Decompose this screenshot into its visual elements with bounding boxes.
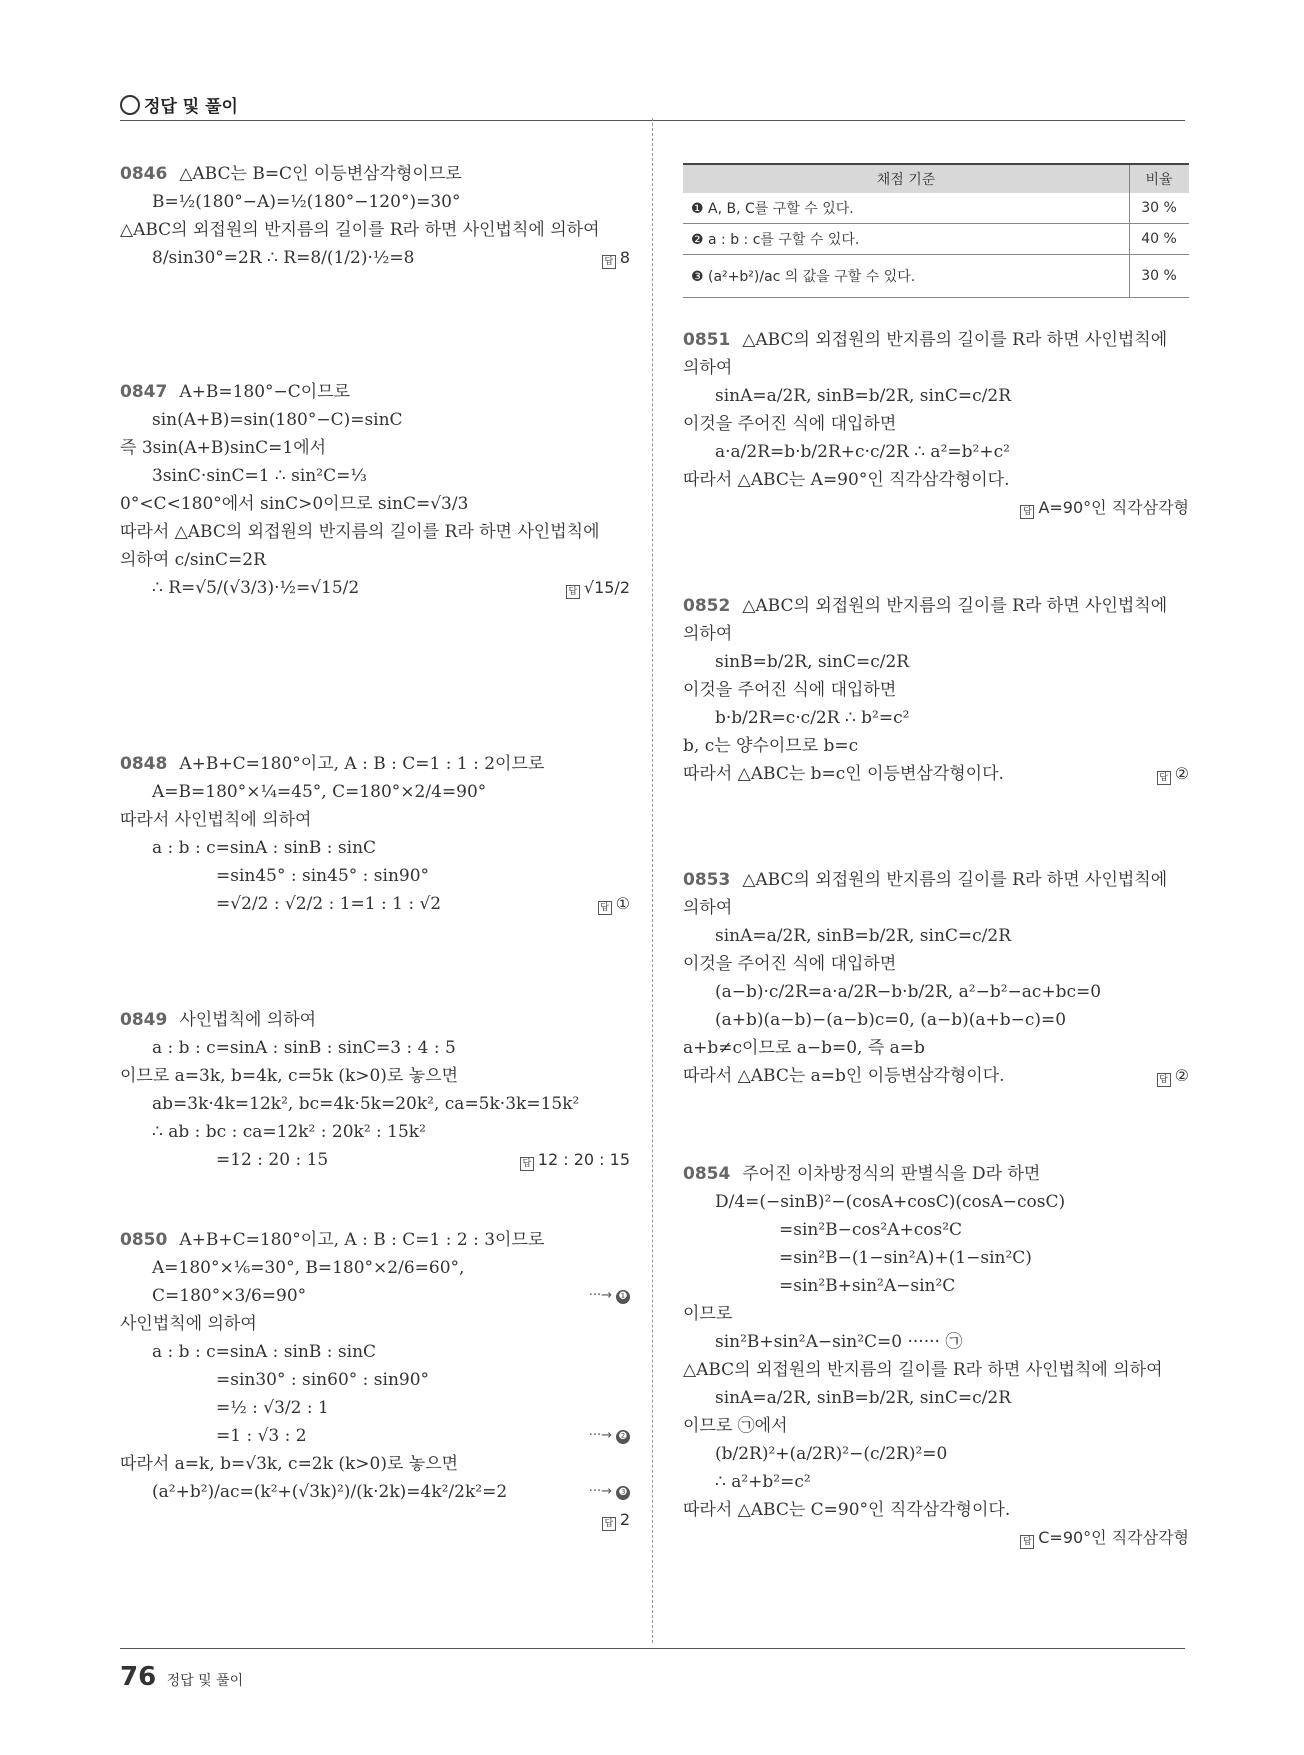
answer-0848: 답 ① <box>598 890 630 918</box>
answer-icon: 답 <box>520 1157 534 1171</box>
answer-0852: 답 ② <box>1157 760 1189 788</box>
answer-0847: 답 √15/2 <box>566 574 630 602</box>
answer-icon: 답 <box>1157 771 1171 785</box>
answer-0850: 답 2 <box>602 1506 630 1534</box>
problem-0851: 0851 △ABC의 외접원의 반지름의 길이를 R라 하면 사인법칙에 의하여 sinA=a/2R, sinB=b/2R, sinC=c/2R 이것을 주어진 식에 대입하면 a·a/2R=b·b/2R+c·c/2R ∴ a²=b²+c² 따라서 △ABC는 A=90°인 직각삼각형이다. 답 A=90°인 직각삼각형 <box>683 326 1189 522</box>
grading-header-criteria: 채점 기준 <box>683 164 1130 193</box>
smile-icon <box>120 95 140 115</box>
grading-table <box>683 163 1189 298</box>
problem-0852: 0852 △ABC의 외접원의 반지름의 길이를 R라 하면 사인법칙에 의하여 sinB=b/2R, sinC=c/2R 이것을 주어진 식에 대입하면 b·b/2R=c·c/2R ∴ b²=c² b, c는 양수이므로 b=c 따라서 △ABC는 b=c인 이등변삼각형이다. 답 ② <box>683 592 1189 788</box>
problem-0850: 0850 A+B+C=180°이고, A : B : C=1 : 2 : 3이므로 A=180°×⅙=30°, B=180°×2/6=60°, C=180°×3/6=90° ···→ ❶ 사인법칙에 의하여 a : b : c=sinA : sinB : sinC =sin30° : sin60° : sin90° =½ : √3/2 : 1 =1 : √3 : 2 ···→ ❷ 따라서 a=k, b=√3k, c=2k (k>0)로 놓으면 (a²+b²)/ac=(k²+(√3k)²)/(k·2k)=4k²/2k²=2 ···→ ❸ 답 2 <box>120 1226 630 1534</box>
grading-header-row <box>683 164 1189 193</box>
answer-icon: 답 <box>1020 505 1034 519</box>
grading-header-ratio: 비율 <box>1130 164 1190 193</box>
grading-ratio: 30 % <box>1130 193 1190 224</box>
problem-0847: 0847 A+B=180°−C이므로 sin(A+B)=sin(180°−C)=sinC 즉 3sin(A+B)sinC=1에서 3sinC·sinC=1 ∴ sin²C=⅓ 0°<C<180°에서 sinC>0이므로 sinC=√3/3 따라서 △ABC의 외접원의 반지름의 길이를 R라 하면 사인법칙에 의하여 c/sinC=2R ∴ R=√5/(√3/3)·½=√15/2 답 √15/2 <box>120 378 630 602</box>
problem-0849: 0849 사인법칙에 의하여 a : b : c=sinA : sinB : sinC=3 : 4 : 5 이므로 a=3k, b=4k, c=5k (k>0)로 놓으면 ab=3k·4k=12k², bc=4k·5k=20k², ca=5k·3k=15k² ∴ ab : bc : ca=12k² : 20k² : 15k² =12 : 20 : 15 답 12 : 20 : 15 <box>120 1006 630 1174</box>
answer-0846: 답 8 <box>602 244 630 272</box>
step-marker-1: ···→ ❶ <box>589 1282 630 1310</box>
grading-row <box>683 193 1189 224</box>
page-footer <box>120 1662 243 1692</box>
step-marker-3: ···→ ❸ <box>589 1478 630 1506</box>
answer-icon: 답 <box>602 1517 616 1531</box>
grading-criteria: ❶ A, B, C를 구할 수 있다. <box>683 193 1130 224</box>
grading-row <box>683 255 1189 298</box>
footer-label: 정답 및 풀이 <box>166 1673 244 1689</box>
problem-0846: 0846 △ABC는 B=C인 이등변삼각형이므로 B=½(180°−A)=½(180°−120°)=30° △ABC의 외접원의 반지름의 길이를 R라 하면 사인법칙에 의하여 8/sin30°=2R ∴ R=8/(1/2)·½=8 답 8 <box>120 160 630 272</box>
answer-icon: 답 <box>598 901 612 915</box>
problem-0848: 0848 A+B+C=180°이고, A : B : C=1 : 1 : 2이므로 A=B=180°×¼=45°, C=180°×2/4=90° 따라서 사인법칙에 의하여 a : b : c=sinA : sinB : sinC =sin45° : sin45° : sin90° =√2/2 : √2/2 : 1=1 : 1 : √2 답 ① <box>120 750 630 918</box>
grading-criteria: ❸ (a²+b²)/ac 의 값을 구할 수 있다. <box>683 255 1130 298</box>
answer-icon: 답 <box>1157 1073 1171 1087</box>
answer-icon: 답 <box>1020 1535 1034 1549</box>
header-title: 정답 및 풀이 <box>120 92 238 117</box>
answer-0851: 답 A=90°인 직각삼각형 <box>1020 494 1189 522</box>
grading-ratio: 40 % <box>1130 224 1190 255</box>
page-header <box>120 88 1185 121</box>
problem-0854: 0854 주어진 이차방정식의 판별식을 D라 하면 D/4=(−sinB)²−(cosA+cosC)(cosA−cosC) =sin²B−cos²A+cos²C =sin²B−(1−sin²A)+(1−sin²C) =sin²B+sin²A−sin²C 이므로 sin²B+sin²A−sin²C=0 ······ ㉠ △ABC의 외접원의 반지름의 길이를 R라 하면 사인법칙에 의하여 sinA=a/2R, sinB=b/2R, sinC=c/2R 이므로 ㉠에서 (b/2R)²+(a/2R)²−(c/2R)²=0 ∴ a²+b²=c² 따라서 △ABC는 C=90°인 직각삼각형이다. 답 C=90°인 직각삼각형 <box>683 1160 1189 1552</box>
page-number: 76 <box>120 1662 157 1692</box>
answer-0853: 답 ② <box>1157 1062 1189 1090</box>
problem-0853: 0853 △ABC의 외접원의 반지름의 길이를 R라 하면 사인법칙에 의하여 sinA=a/2R, sinB=b/2R, sinC=c/2R 이것을 주어진 식에 대입하면 (a−b)·c/2R=a·a/2R−b·b/2R, a²−b²−ac+bc=0 (a+b)(a−b)−(a−b)c=0, (a−b)(a+b−c)=0 a+b≠c이므로 a−b=0, 즉 a=b 따라서 △ABC는 a=b인 이등변삼각형이다. 답 ② <box>683 866 1189 1090</box>
answer-icon: 답 <box>602 255 616 269</box>
answer-0854: 답 C=90°인 직각삼각형 <box>1020 1524 1189 1552</box>
step-marker-2: ···→ ❷ <box>589 1422 630 1450</box>
grading-ratio: 30 % <box>1130 255 1190 298</box>
column-divider <box>652 118 653 1643</box>
answer-0849: 답 12 : 20 : 15 <box>520 1146 630 1174</box>
grading-row <box>683 224 1189 255</box>
footer-rule <box>120 1648 1185 1649</box>
grading-criteria: ❷ a : b : c를 구할 수 있다. <box>683 224 1130 255</box>
answer-icon: 답 <box>566 585 580 599</box>
